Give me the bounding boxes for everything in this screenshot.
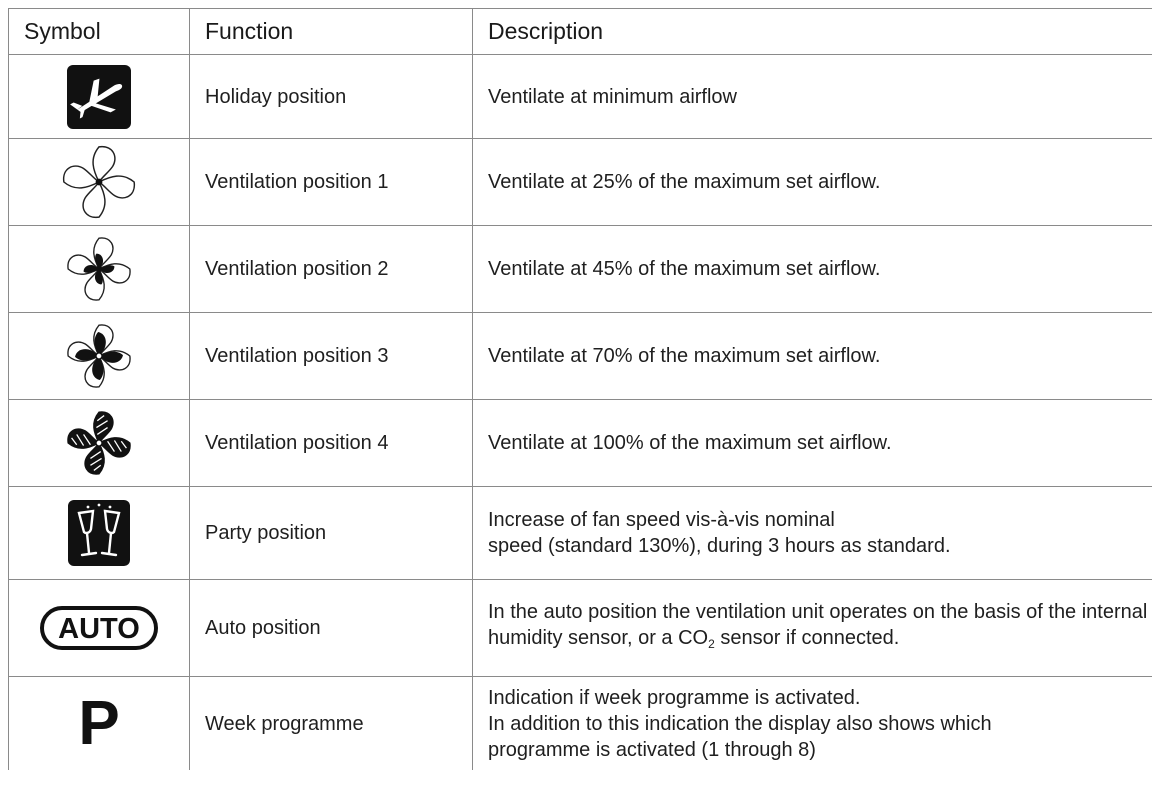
function-cell: Ventilation position 1: [190, 139, 473, 226]
description-line: In addition to this indication the display also shows which: [488, 712, 992, 735]
champagne-glasses-icon: [67, 499, 131, 567]
description-line: Ventilate at 100% of the maximum set airflow.: [488, 432, 892, 454]
table-row: [9, 226, 1152, 313]
description-line: Ventilate at 70% of the maximum set airflow.: [488, 345, 881, 367]
symbol-cell: [9, 487, 190, 580]
description-cell: [473, 400, 1152, 487]
function-cell: Ventilation position 3: [190, 313, 473, 400]
auto-badge-text: AUTO: [58, 613, 140, 645]
table-row: [9, 487, 1152, 580]
description-text: In the auto position the ventilation unit operates on the basis of the internal humidity sensor, or a CO: [488, 601, 1148, 649]
airplane-icon: [66, 64, 132, 130]
description-line: programme is activated (1 through 8): [488, 738, 816, 761]
table-row: [9, 580, 1152, 677]
auto-badge-icon: [39, 604, 159, 652]
function-cell: Auto position: [190, 580, 473, 677]
table-row: [9, 400, 1152, 487]
header-row: [9, 9, 1152, 55]
description-line: Ventilate at minimum airflow: [488, 85, 737, 108]
subscript-two: 2: [708, 637, 715, 651]
description-cell: [473, 313, 1152, 400]
description-line: Ventilate at 25% of the maximum set airflow.: [488, 171, 881, 193]
table-row: [9, 55, 1152, 139]
function-cell: Week programme: [190, 677, 473, 771]
description-cell: [473, 226, 1152, 313]
table-row: [9, 313, 1152, 400]
symbol-cell: [9, 580, 190, 677]
description-line: Indication if week programme is activated.: [488, 686, 861, 709]
description-cell: [473, 55, 1152, 139]
symbol-table: [8, 8, 1152, 770]
fan-speed-3-icon: [63, 320, 135, 392]
symbol-cell: [9, 226, 190, 313]
header-function: Function: [190, 9, 473, 55]
function-cell: Ventilation position 4: [190, 400, 473, 487]
function-cell: Party position: [190, 487, 473, 580]
description-line: Ventilate at 45% of the maximum set airflow.: [488, 258, 881, 280]
description-cell: [473, 487, 1152, 580]
description-line: speed (standard 130%), during 3 hours as standard.: [488, 535, 951, 557]
description-cell: [473, 139, 1152, 226]
function-cell: Ventilation position 2: [190, 226, 473, 313]
symbol-cell: [9, 55, 190, 139]
header-description: Description: [473, 9, 1152, 55]
description-line: Increase of fan speed vis-à-vis nominal: [488, 509, 835, 531]
header-symbol: Symbol: [9, 9, 190, 55]
description-cell: [473, 677, 1152, 771]
function-cell: Holiday position: [190, 55, 473, 139]
table-row: [9, 139, 1152, 226]
symbol-cell: [9, 400, 190, 487]
description-cell: [473, 580, 1152, 677]
table-row: [9, 677, 1152, 771]
symbol-cell: [9, 139, 190, 226]
symbol-cell: [9, 677, 190, 771]
letter-p-icon: P: [78, 688, 120, 758]
symbol-cell: [9, 313, 190, 400]
fan-speed-2-icon: [63, 233, 135, 305]
fan-speed-4-icon: [63, 407, 135, 479]
fan-speed-1-icon: [58, 141, 140, 223]
description-text-suffix: sensor if connected.: [714, 627, 900, 649]
